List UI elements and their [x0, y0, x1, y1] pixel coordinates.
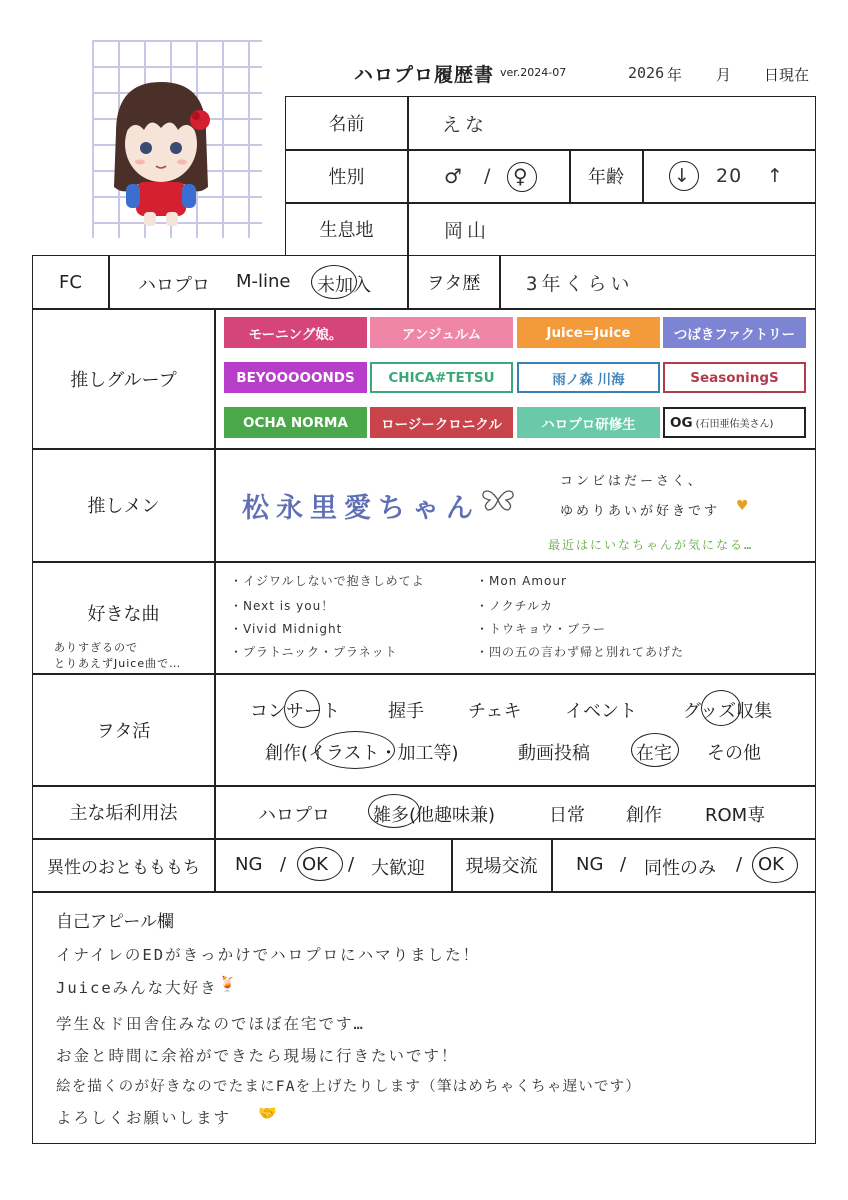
- activity-zaitaku-circle: [631, 733, 679, 767]
- appeal-line: 絵を描くのが好きなのでたまにFAを上げたりします（筆はめちゃくちゃ遅いです）: [56, 1079, 642, 1095]
- friends-ok-circle: [297, 847, 343, 881]
- group-tag-og-name: OG: [670, 414, 693, 431]
- gender-male: ♂: [444, 164, 466, 188]
- wota-history-value: 3年くらい: [526, 272, 634, 295]
- oshimen-note-yumeriai: ゆめりあいが好きです: [560, 504, 721, 519]
- activity-label: ヲタ活: [96, 720, 151, 742]
- group-tag-morning-musume: モーニング娘。: [224, 317, 367, 348]
- appeal-line: よろしくお願いします: [56, 1109, 232, 1127]
- opposite-sex-friends-label: 異性のおともももち: [47, 857, 200, 878]
- location-label: 生息地: [319, 220, 374, 241]
- activity-other: その他: [707, 743, 761, 764]
- genba-ok: OK: [758, 854, 784, 875]
- cocktail-icon: 🍹: [218, 975, 237, 993]
- appeal-line: Juiceみんな大好き: [56, 979, 218, 997]
- age-label: 年齢: [588, 167, 624, 188]
- friends-ng: NG: [235, 854, 263, 875]
- age-down-circle: [669, 161, 699, 191]
- activity-cheki: チェキ: [468, 701, 522, 722]
- group-tag-trainees: ハロプロ研修生: [517, 407, 660, 438]
- account-use-hello: ハロプロ: [258, 805, 330, 826]
- genba-same-sex: 同性のみ: [644, 858, 716, 879]
- self-appeal-label: 自己アピール欄: [56, 912, 174, 932]
- avatar-illustration: [96, 72, 226, 232]
- friends-separator: /: [280, 854, 287, 875]
- song-item: ・プラトニック・プラネット: [230, 645, 398, 659]
- activity-video: 動画投稿: [518, 743, 590, 764]
- song-item: ・ノクチルカ: [476, 599, 554, 613]
- song-item: ・Mon Amour: [476, 574, 567, 588]
- genba-exchange-label: 現場交流: [465, 856, 538, 877]
- songs-note-many: ありすぎるので: [54, 641, 138, 654]
- genba-ng: NG: [576, 854, 604, 875]
- activity-concert-circle: [284, 690, 320, 728]
- date-year: 2026: [628, 64, 665, 82]
- age-down-arrow: ↓: [674, 165, 694, 187]
- group-tag-ocha-norma: OCHA NORMA: [224, 407, 367, 438]
- group-tag-og-member: (石田亜佑美さん): [695, 419, 774, 430]
- group-tag-beyooooonds: BEYOOOOONDS: [224, 362, 367, 393]
- fc-none-circle: [311, 265, 357, 299]
- account-use-zatta: 雑多(他趣味兼): [373, 805, 496, 826]
- genba-separator: /: [620, 854, 627, 875]
- gender-label: 性別: [328, 167, 365, 188]
- account-use-rom: ROM専: [705, 805, 766, 826]
- genba-separator: /: [736, 854, 743, 875]
- songs-label: 好きな曲: [87, 604, 160, 625]
- name-value: えな: [442, 113, 489, 136]
- group-tag-chica-tetsu: CHICA#TETSU: [370, 362, 513, 393]
- group-tag-seasonings: SeasoningS: [663, 362, 806, 393]
- age-up-arrow: ↑: [767, 165, 787, 187]
- oshimen-name: 松永里愛ちゃん: [242, 493, 480, 524]
- oshimen-note-niina: 最近はにいなちゃんが気になる…: [548, 538, 754, 552]
- fc-none: 未加入: [317, 275, 371, 296]
- document-version: ver.2024-07: [500, 66, 567, 79]
- fc-mline: M-line: [236, 271, 291, 292]
- songs-note-juice: とりあえずJuice曲で…: [54, 657, 182, 670]
- account-use-zatta-circle: [368, 794, 420, 828]
- appeal-line: 学生＆ド田舎住みなのでほぼ在宅です…: [56, 1015, 365, 1033]
- heart-hands-icon: ♥: [736, 498, 749, 514]
- activity-goods: グッズ収集: [683, 701, 773, 722]
- friends-welcome: 大歓迎: [371, 858, 425, 879]
- location-value: 岡山: [444, 219, 491, 242]
- song-item: ・Next is you！: [230, 599, 335, 613]
- appeal-line: イナイレのEDがきっかけでハロプロにハマりました！: [56, 946, 481, 964]
- name-label: 名前: [328, 114, 365, 135]
- account-use-daily: 日常: [549, 805, 585, 826]
- date-year-unit: 年: [667, 66, 683, 84]
- butterfly-icon: [480, 486, 516, 514]
- groups-label: 推しグループ: [70, 369, 177, 391]
- activity-handshake: 握手: [388, 701, 424, 722]
- fc-hello: ハロプロ: [138, 275, 210, 296]
- date-month-unit: 月: [716, 66, 732, 84]
- account-use-creation: 創作: [626, 805, 662, 826]
- age-value: 20: [716, 165, 743, 187]
- oshimen-note-combi: コンビはだーさく、: [560, 474, 704, 489]
- group-tag-juice-juice: Juice=Juice: [517, 317, 660, 348]
- activity-event: イベント: [565, 701, 637, 722]
- song-item: ・四の五の言わず帰と別れてあげた: [476, 645, 685, 659]
- gender-female: ♀: [513, 164, 532, 188]
- group-tag-amenomori-kawaumi: 雨ノ森 川海: [517, 362, 660, 393]
- gender-female-circle: [507, 162, 537, 192]
- group-tag-tsubaki-factory: つばきファクトリー: [663, 317, 806, 348]
- oshimen-label: 推しメン: [87, 496, 160, 517]
- friends-ok: OK: [302, 854, 328, 875]
- handshake-icon: 🤝: [258, 1104, 277, 1122]
- song-item: ・Vivid Midnight: [230, 622, 343, 636]
- group-tag-angerme: アンジュルム: [370, 317, 513, 348]
- appeal-line: お金と時間に余裕ができたら現場に行きたいです！: [56, 1047, 459, 1065]
- activity-creation: 創作(イラスト・加工等): [265, 743, 459, 764]
- friends-separator: /: [348, 854, 355, 875]
- song-item: ・トウキョウ・ブラー: [476, 622, 607, 636]
- document-title: ハロプロ履歴書: [354, 64, 495, 86]
- activity-zaitaku: 在宅: [636, 743, 672, 764]
- activity-goods-circle: [701, 690, 741, 726]
- group-tag-og: [663, 407, 806, 438]
- account-usage-label: 主な垢利用法: [69, 803, 178, 824]
- activity-illust-circle: [315, 731, 395, 769]
- song-item: ・イジワルしないで抱きしめてよ: [230, 574, 425, 588]
- fc-label: FC: [59, 271, 82, 293]
- gender-separator: /: [484, 165, 495, 187]
- genba-ok-circle: [752, 847, 798, 883]
- date-day-suffix: 日現在: [764, 66, 810, 84]
- activity-concert: コンサート: [250, 701, 340, 722]
- wota-history-label: ヲタ歴: [426, 273, 481, 294]
- group-tag-rosy-chronicle: ロージークロニクル: [370, 407, 513, 438]
